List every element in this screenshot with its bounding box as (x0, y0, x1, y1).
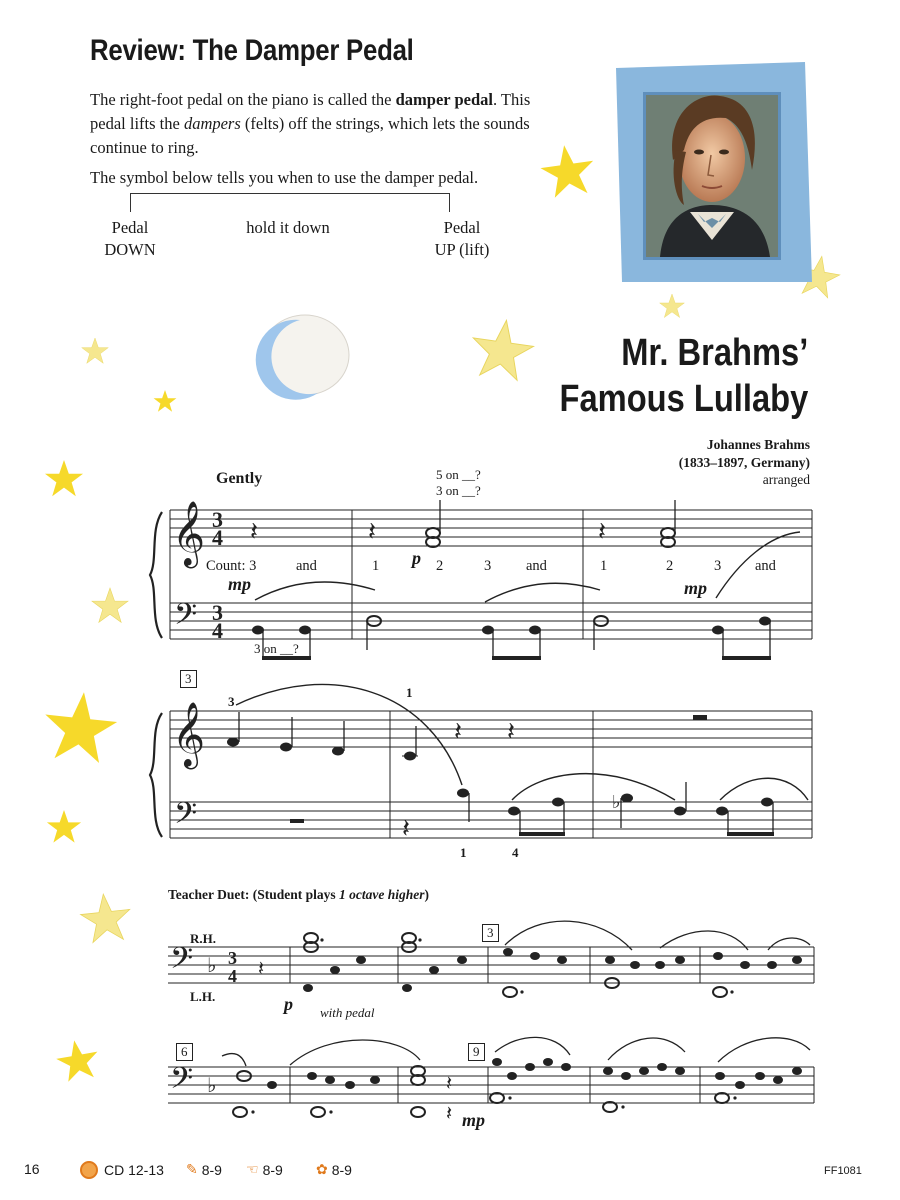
finger-number: 1 (460, 845, 467, 860)
svg-text:♭: ♭ (612, 792, 621, 812)
tempo-marking: Gently (216, 470, 263, 487)
svg-text:𝄽: 𝄽 (258, 958, 265, 980)
performance-reference: ✿ 8-9 (316, 1161, 352, 1178)
measure-number: 9 (468, 1043, 485, 1061)
svg-text:𝄽: 𝄽 (368, 517, 376, 546)
count-beat: and (296, 558, 317, 574)
count-beat: 3 (484, 558, 492, 574)
svg-text:3: 3 (212, 507, 223, 532)
finger-number: 3 (228, 694, 235, 709)
svg-text:𝄽: 𝄽 (454, 717, 462, 746)
measure-number: 3 (180, 670, 197, 688)
measure-number: 3 (482, 924, 499, 942)
svg-text:4: 4 (228, 966, 237, 986)
flower-icon: ✿ (316, 1161, 328, 1177)
svg-text:𝄽: 𝄽 (446, 1103, 453, 1125)
pencil-icon: ✎ (186, 1161, 198, 1177)
review-title: Review: The Damper Pedal (90, 34, 414, 67)
count-label: Count: 3 (206, 558, 257, 574)
count-beat: 1 (372, 558, 380, 574)
svg-text:4: 4 (212, 618, 223, 643)
dynamic-p: p (284, 994, 293, 1014)
dynamic-mp: mp (684, 578, 708, 598)
system-1-treble-staff (170, 510, 812, 546)
count-beat: and (526, 558, 547, 574)
left-hand-label: L.H. (190, 989, 216, 1004)
svg-text:𝄽: 𝄽 (402, 814, 410, 843)
bass-clef-icon: 𝄢 (170, 942, 194, 982)
count-beat: 2 (436, 558, 444, 574)
svg-text:𝄽: 𝄽 (250, 517, 258, 546)
count-beat: 3 (714, 558, 722, 574)
bass-clef-icon: 𝄢 (174, 598, 198, 638)
measure-number: 6 (176, 1043, 193, 1061)
svg-text:4: 4 (212, 525, 223, 550)
hold-label: hold it down (246, 218, 330, 237)
fingering-question-bass: 3 on __? (254, 641, 299, 656)
bass-clef-icon: 𝄢 (170, 1062, 194, 1102)
pedal-down-label: Pedal DOWN (104, 218, 156, 259)
count-beat: 1 (600, 558, 608, 574)
dynamic-mp: mp (462, 1110, 486, 1130)
bass-clef-icon: 𝄢 (174, 797, 198, 837)
arranged-label: arranged (762, 472, 810, 487)
duet-heading: Teacher Duet: (Student plays 1 octave higher) (168, 887, 430, 902)
pedal-symbol-intro: The symbol below tells you when to use the damper pedal. (90, 168, 479, 187)
fingering-question: 5 on __? 3 on __? (436, 467, 481, 498)
hand-icon: ☜ (246, 1161, 259, 1177)
svg-text:♭: ♭ (207, 955, 217, 977)
cd-icon (80, 1161, 98, 1179)
right-hand-label: R.H. (190, 931, 216, 946)
with-pedal-label: with pedal (320, 1005, 375, 1020)
composer-credit: Johannes Brahms (1833–1897, Germany) (678, 437, 810, 470)
dynamic-p: p (412, 548, 421, 568)
cd-reference: CD 12-13 (80, 1161, 164, 1179)
review-paragraph: The right-foot pedal on the piano is called the damper pedal. This pedal lifts the dampers (felts) off the strings, which lets the sounds continue to ring. (90, 90, 531, 157)
catalog-code: FF1081 (824, 1165, 862, 1177)
svg-text:𝄽: 𝄽 (598, 517, 606, 546)
svg-text:𝄽: 𝄽 (507, 717, 515, 746)
finger-number: 1 (406, 685, 413, 700)
theory-reference: ✎ 8-9 (186, 1161, 222, 1178)
finger-number: 4 (512, 845, 519, 860)
treble-clef-icon: 𝄞 (172, 704, 206, 766)
dynamic-mp: mp (228, 574, 252, 594)
page-number: 16 (24, 1161, 40, 1177)
svg-text:𝄽: 𝄽 (446, 1073, 453, 1095)
piece-title: Mr. Brahms’ Famous Lullaby (559, 332, 808, 420)
count-beat: and (755, 558, 776, 574)
technique-reference: ☜ 8-9 (246, 1161, 283, 1178)
pedal-up-label: Pedal UP (lift) (434, 218, 490, 259)
svg-text:3: 3 (228, 948, 237, 968)
treble-clef-icon: 𝄞 (172, 503, 206, 565)
svg-text:♭: ♭ (207, 1075, 217, 1097)
svg-text:3: 3 (212, 600, 223, 625)
count-beat: 2 (666, 558, 674, 574)
